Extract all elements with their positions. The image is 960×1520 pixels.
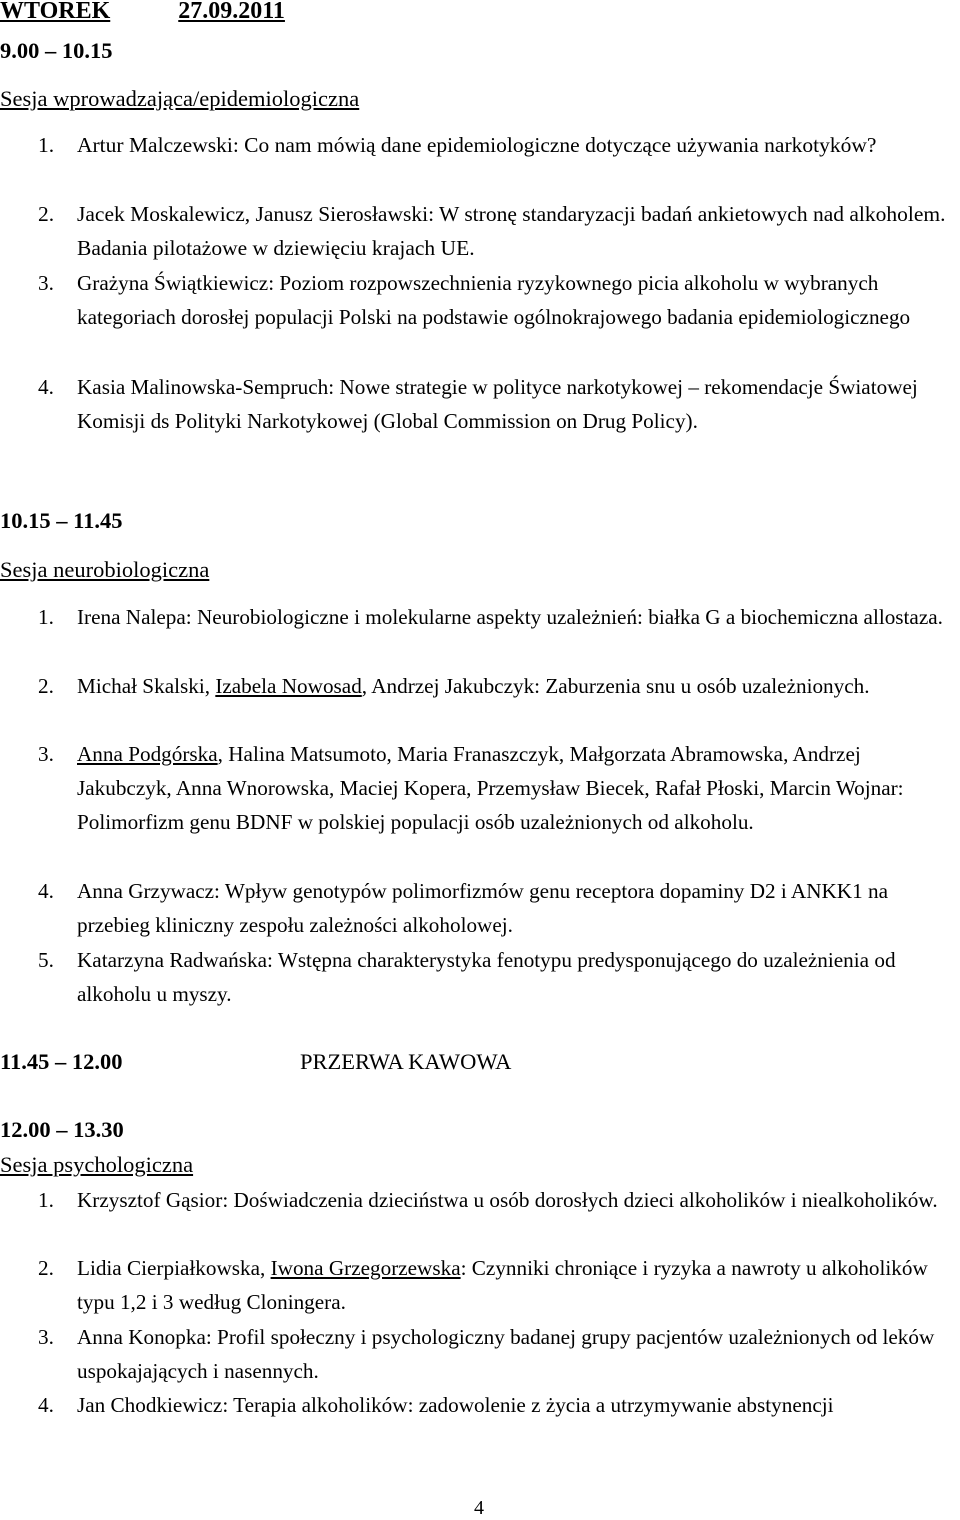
session-time: 12.00 – 13.30 (0, 1117, 124, 1142)
item-number: 4. (38, 1393, 54, 1417)
item-number: 2. (38, 1256, 54, 1280)
item-text: Krzysztof Gąsior: Doświadczenia dzieciństwa u osób dorosłych dzieci alkoholików i niealkoholików. (77, 1188, 938, 1212)
list-item (38, 1183, 960, 1217)
list-item (38, 197, 960, 265)
list-item (38, 1251, 960, 1319)
presenter-name: Izabela Nowosad (215, 674, 362, 698)
break-time: 11.45 – 12.00 (0, 1049, 123, 1074)
date-label: 27.09.2011 (178, 0, 285, 24)
day-header (0, 0, 285, 25)
page-number: 4 (474, 1497, 484, 1519)
item-text: Artur Malczewski: Co nam mówią dane epidemiologiczne dotyczące używania narkotyków? (77, 133, 877, 157)
session-title: Sesja psychologiczna (0, 1152, 194, 1177)
list-item (38, 669, 960, 703)
day-label: WTOREK (0, 0, 111, 24)
item-number: 4. (38, 375, 54, 399)
list-item (38, 1388, 960, 1422)
item-text: : Czynniki chroniące i ryzyka a nawroty u alkoholików typu 1,2 i 3 według Cloningera. (77, 1256, 928, 1315)
list-item (38, 600, 960, 634)
session-title: Sesja wprowadzająca/epidemiologiczna (0, 86, 360, 111)
item-number: 4. (38, 879, 54, 903)
item-text: Anna Grzywacz: Wpływ genotypów polimorfizmów genu receptora dopaminy D2 i ANKK1 na przebieg kliniczny zespołu zależności alkoholowej. (77, 879, 889, 938)
item-text: Anna Konopka: Profil społeczny i psychologiczny badanej grupy pacjentów uzależnionych od leków uspokajających i nasennych. (77, 1325, 935, 1384)
item-text: Kasia Malinowska-Sempruch: Nowe strategie w polityce narkotykowej – rekomendacje Światowej Komisji ds Polityki Narkotykowej (Global Commission on Drug Policy). (77, 375, 918, 434)
item-number: 1. (38, 1188, 54, 1212)
item-text: Jan Chodkiewicz: Terapia alkoholików: zadowolenie z życia a utrzymywanie abstynencji (77, 1393, 834, 1417)
item-number: 3. (38, 271, 54, 295)
presenter-name: Anna Podgórska (77, 742, 218, 766)
item-text: , Halina Matsumoto, Maria Franaszczyk, Małgorzata Abramowska, Andrzej Jakubczyk, Anna Wnorowska, Maciej Kopera, Przemysław Biecek, Rafał Płoski, Marcin Wojnar: Polimorfizm genu BDNF w polskiej populacji osób uzależnionych od alkoholu. (77, 742, 904, 835)
list-item (38, 1320, 960, 1388)
item-text: Irena Nalepa: Neurobiologiczne i molekularne aspekty uzależnień: białka G a biochemiczna allostaza. (77, 605, 943, 629)
item-number: 1. (38, 133, 55, 157)
session-time: 9.00 – 10.15 (0, 38, 113, 63)
list-item (38, 128, 960, 162)
list-item (38, 370, 960, 438)
break-label: PRZERWA KAWOWA (300, 1049, 512, 1074)
item-number: 3. (38, 742, 54, 766)
item-text: Katarzyna Radwańska: Wstępna charakterystyka fenotypu predysponującego do uzależnienia od alkoholu u myszy. (77, 948, 896, 1007)
item-text: Grażyna Świątkiewicz: Poziom rozpowszechnienia ryzykownego picia alkoholu w wybranych kategoriach dorosłej populacji Polski na podstawie ogólnokrajowego badania epidemiologicznego (77, 271, 911, 330)
list-item (38, 874, 960, 942)
item-number: 1. (38, 605, 54, 629)
presenter-name: Iwona Grzegorzewska (270, 1256, 461, 1280)
list-item (38, 266, 960, 334)
item-text: , Andrzej Jakubczyk: Zaburzenia snu u osób uzależnionych. (361, 674, 870, 698)
item-text-pre: Lidia Cierpiałkowska, (77, 1256, 271, 1280)
item-number: 3. (38, 1325, 54, 1349)
item-number: 5. (38, 948, 54, 972)
list-item (38, 943, 960, 1011)
session-title: Sesja neurobiologiczna (0, 557, 210, 582)
item-text: Jacek Moskalewicz, Janusz Sierosławski: W stronę standaryzacji badań ankietowych nad alkoholem. Badania pilotażowe w dziewięciu krajach UE. (77, 202, 946, 261)
item-number: 2. (38, 674, 54, 698)
item-text-pre: Michał Skalski, (77, 674, 216, 698)
item-number: 2. (38, 202, 55, 226)
list-item (38, 737, 960, 840)
session-time: 10.15 – 11.45 (0, 508, 123, 533)
